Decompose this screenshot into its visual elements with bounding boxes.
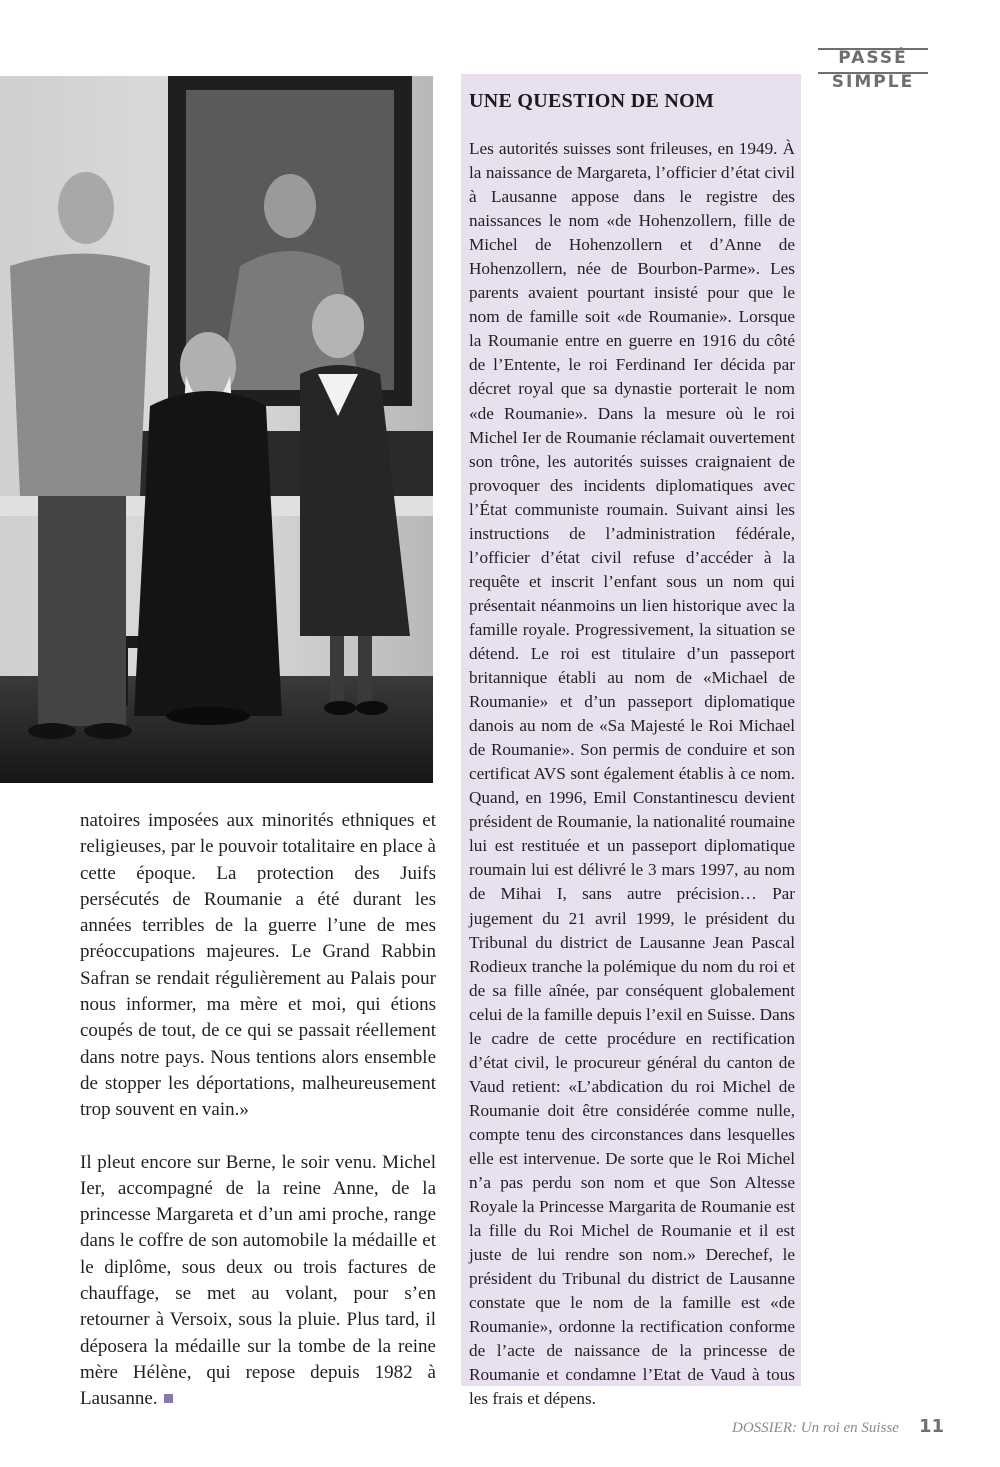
photograph <box>0 76 433 783</box>
sidebar-box <box>461 74 801 1409</box>
article-paragraph: natoires imposées aux minorités ethniques et religieuses, par le pouvoir totalitaire en place à cette époque. La protection des Juifs persécutés de Roumanie a été durant les années terribles de la guerre l’une de mes préoccupations majeures. Le Grand Rabbin Safran se rendait régulièrement au Palais pour nous informer, ma mère et moi, qui étions coupés de tout, de ce qui se passait réellement dans notre pays. Nous tentions alors ensemble de stopper les déportations, malheureusement trop souvent en vain.» <box>80 810 436 1121</box>
article-paragraph-last <box>80 1150 436 1413</box>
sidebar-title: UNE QUESTION DE NOM <box>469 90 715 112</box>
article-paragraph-text: Il pleut encore sur Berne, le soir venu. Michel Ier, accompagné de la reine Anne, de la princesse Margareta et d’un ami proche, range dans le coffre de son automobile la médaille et le diplôme, sous deux ou trois factures de chauffage, se met au volant, pour s’en retourner à Versoix, sous la pluie. Plus tard, il déposera la médaille sur la tombe de la reine mère Hélène, qui repose depuis 1982 à Lausanne. <box>80 1151 436 1410</box>
sidebar-paragraph: Les autorités suisses sont frileuses, en 1949. À la naissance de Margareta, l’officier d’état civil à Lausanne appose dans le registre des naissances le nom «de Hohenzollern, fille de Michel de Hohenzollern et d’Anne de Hohenzollern, née de Bourbon-Parme». Les parents avaient pourtant insisté pour que le nom de famille soit «de Roumanie». Lorsque la Roumanie entre en guerre en 1916 du côté de l’Entente, le roi Ferdinand Ier décida par décret royal que sa dynastie porterait le nom «de Roumanie». Dans la mesure où le roi Michel Ier de Roumanie réclamait ouvertement son trône, les autorités suisses craignaient de provoquer des incidents diplomatiques avec l’État communiste roumain. Suivant ainsi les instructions de l’administration fédérale, l’officier d’état civil refuse d’accéder à la requête et inscrit l’enfant sous un nom qui présentait néanmoins un lien historique avec la famille royale. Progressivement, la situation se détend. Le roi est titulaire d’un passeport britannique établi au nom de «Michael de Roumanie» et d’un passeport diplomatique danois au nom de «Sa Majesté le Roi Michael de Roumanie». Son permis de conduire et son certificat AVS sont également établis à ce nom. Quand, en 1996, Emil Constantinescu devient président de Roumanie, la nationalité roumaine lui est restituée et un passeport diplomatique roumain lui est délivré le 3 mars 1997, au nom de Mihai I, sans autre précision… Par jugement du 21 avril 1999, le président du Tribunal du district de Lausanne Jean Pascal Rodieux tranche la polémique du nom du roi et de sa fille aînée, par conséquent globalement celui de la famille depuis l’exil en Suisse. Dans le cadre de cette procédure en rectification d’état civil, le procureur général du canton de Vaud retient: «L’abdication du roi Michel de Roumanie doit être considérée comme nulle, compte tenu des circonstances dans lesquelles elle est intervenue. De sorte que le Roi Michel n’a pas perdu son nom et que Son Altesse Royale la Princesse Margarita de Roumanie est la fille du Roi Michel de Roumanie et il est juste de lui rendre son nom.» Derechef, le président du Tribunal du district de Lausanne constate que le nom de la famille est «de Roumanie», ordonne la rectification conforme de l’acte de naissance de la princesse de Roumanie et condamne l’Etat de Vaud à tous les frais et dépens. <box>469 139 796 1409</box>
section-tag-line2: SIMPLE <box>831 72 915 92</box>
photo-illustration <box>0 76 433 783</box>
footer-label: DOSSIER: Un roi en Suisse <box>732 1420 899 1436</box>
article-left-column <box>80 808 436 1413</box>
end-of-article-mark <box>164 1394 173 1403</box>
section-tag-line1: PASSÉ <box>838 48 908 68</box>
page-footer <box>732 1416 944 1437</box>
sidebar-body <box>469 137 795 1411</box>
section-tag <box>818 48 928 96</box>
page-number: 11 <box>918 1416 944 1437</box>
bleed-through-shadow <box>800 120 1000 360</box>
